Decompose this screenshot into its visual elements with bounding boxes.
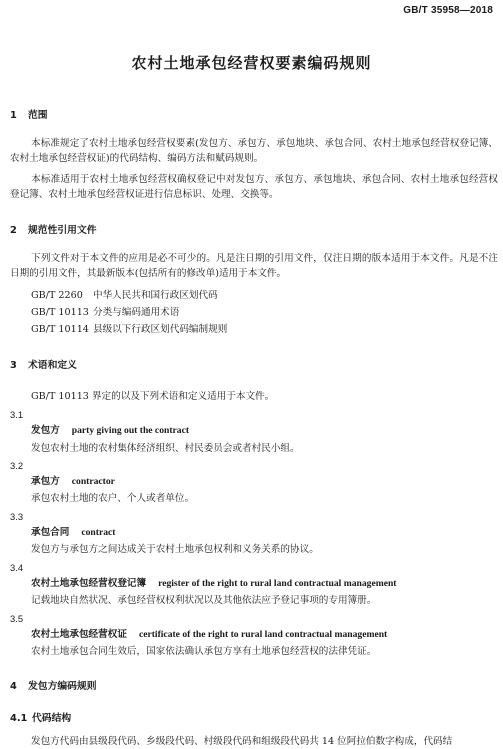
term-number: 3.3 xyxy=(10,511,24,522)
term-number: 3.4 xyxy=(10,562,24,573)
term-english: contractor xyxy=(71,476,115,487)
term-heading xyxy=(31,423,189,438)
term-chinese: 承包合同 xyxy=(31,527,70,538)
term-heading xyxy=(31,525,115,540)
normative-references-paragraph xyxy=(10,251,498,281)
reference-code: GB/T 10113 xyxy=(31,307,89,318)
term-english: register of the right to rural land contractual management xyxy=(158,578,397,589)
standard-code: GB/T 35958—2018 xyxy=(403,5,493,16)
section-title: 术语和定义 xyxy=(28,360,77,371)
term-heading xyxy=(31,474,115,489)
section-title: 发包方编码规则 xyxy=(28,681,97,692)
paragraph-text: 本标准规定了农村土地承包经营权要素(发包方、承包方、承包地块、承包合同、农村土地承包经营权登记簿、农村土地承包经营权证)的代码结构、编码方法和赋码规则。 xyxy=(10,138,498,164)
reference-code: GB/T 10114 xyxy=(31,324,89,335)
term-chinese: 农村土地承包经营权登记簿 xyxy=(31,578,147,589)
reference-code: GB/T 2260 xyxy=(31,290,83,301)
code-structure-paragraph: 发包方代码由县级段代码、乡级段代码、村级段代码和组级段代码共 14 位阿拉伯数字构成，代码结 xyxy=(31,736,453,747)
term-number: 3.2 xyxy=(10,460,24,471)
reference-name: 分类与编码通用术语 xyxy=(93,307,180,318)
reference-item xyxy=(31,288,218,303)
reference-name: 中华人民共和国行政区划代码 xyxy=(93,290,218,301)
subsection-title: 代码结构 xyxy=(32,713,72,724)
section-number: 2 xyxy=(10,225,17,236)
term-chinese: 承包方 xyxy=(31,476,60,487)
scope-paragraph-2 xyxy=(10,172,498,202)
term-heading xyxy=(31,627,387,642)
term-definition: 记载地块自然状况、承包经营权权利状况以及其他依法应予登记事项的专用簿册。 xyxy=(31,595,377,606)
term-number: 3.1 xyxy=(10,409,24,420)
reference-item xyxy=(31,322,227,337)
term-definition: 发包方与承包方之间达成关于农村土地承包权利和义务关系的协议。 xyxy=(31,544,319,555)
section-title: 规范性引用文件 xyxy=(28,225,97,236)
subsection-4-1-heading xyxy=(10,711,71,726)
section-title: 范围 xyxy=(28,110,48,121)
section-2-heading xyxy=(10,223,97,238)
term-definition: 农村土地承包合同生效后，国家依法确认承包方享有土地承包经营权的法律凭证。 xyxy=(31,646,377,657)
paragraph-text: 下列文件对于本文件的应用是必不可少的。凡是注日期的引用文件，仅注日期的版本适用于本文件。凡是不注日期的引用文件，其最新版本(包括所有的修改单)适用于本文件。 xyxy=(10,253,498,279)
document-title: 农村土地承包经营权要素编码规则 xyxy=(131,54,372,72)
section-3-heading xyxy=(10,358,77,373)
term-chinese: 发包方 xyxy=(31,425,60,436)
term-english: party giving out the contract xyxy=(71,425,190,436)
section-number: 1 xyxy=(10,110,17,121)
terms-intro: GB/T 10113 界定的以及下列术语和定义适用于本文件。 xyxy=(31,391,275,402)
term-heading xyxy=(31,576,397,591)
section-4-heading xyxy=(10,679,97,694)
paragraph-text: 本标准适用于农村土地承包经营权确权登记中对发包方、承包方、承包地块、承包合同、农村土地承包经营权登记簿、农村土地承包经营权证进行信息标识、处理、交换等。 xyxy=(10,174,498,200)
term-definition: 发包农村土地的农村集体经济组织、村民委员会或者村民小组。 xyxy=(31,443,300,454)
section-number: 4 xyxy=(10,681,17,692)
term-english: certificate of the right to rural land contractual management xyxy=(138,629,388,640)
subsection-number: 4.1 xyxy=(10,713,28,724)
scope-paragraph-1 xyxy=(10,136,498,166)
section-1-heading xyxy=(10,108,48,123)
term-chinese: 农村土地承包经营权证 xyxy=(31,629,127,640)
term-english: contract xyxy=(81,527,116,538)
reference-name: 县级以下行政区划代码编制规则 xyxy=(93,324,228,335)
term-number: 3.5 xyxy=(10,613,24,624)
term-definition: 承包农村土地的农户、个人或者单位。 xyxy=(31,493,195,504)
reference-item xyxy=(31,305,179,320)
section-number: 3 xyxy=(10,360,17,371)
